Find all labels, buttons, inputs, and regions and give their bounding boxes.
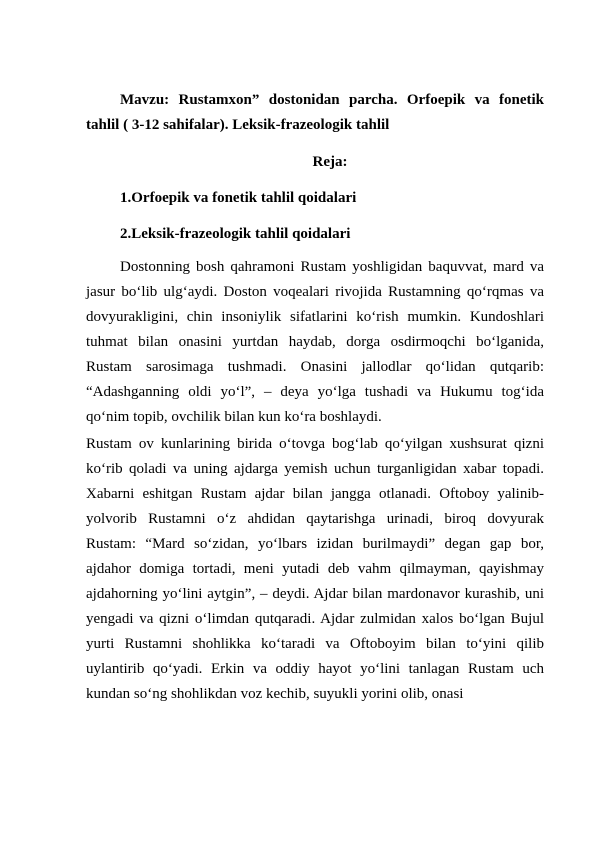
document-heading: Mavzu: Rustamxon” dostonidan parcha. Orfoepik va fonetik tahlil ( 3-12 sahifalar). Leksik-frazeologik tahlil (86, 92, 544, 133)
plan-item: 1.Orfoepik va fonetik tahlil qoidalari (120, 190, 357, 206)
plan-item: 2.Leksik-frazeologik tahlil qoidalari (120, 226, 351, 242)
document-page (86, 88, 544, 707)
plan-title: Reja: (312, 154, 348, 170)
body-paragraph: Rustam ov kunlarining birida o‘tovga bog‘lab qo‘yilgan xushsurat qizni ko‘rib qoladi va uning ajdarga yemish uchun turganligidan xabar topadi. Xabarni eshitgan Rustam ajdar bilan jangga otlanadi. Oftoboy yalinib-yolvorib Rustamni o‘z ahdidan qaytarishga urinadi, biroq dovyurak Rustam: “Mard so‘zidan, yo‘lbars izidan burilmaydi” degan gap bor, ajdahor domiga tortadi, meni yutadi deb vahm qilmayman, qayishmay ajdahorning yo‘lini aytgin”, – deydi. Ajdar bilan mardonavor kurashib, uni yengadi va qizni o‘limdan qutqaradi. Ajdar zulmidan xalos bo‘lgan Bujul yurti Rustamni shohlikka ko‘taradi va Oftoboyim bilan to‘yini qilib uylantirib qo‘yadi. Erkin va oddiy hayot yo‘lini tanlagan Rustam uch kundan so‘ng shohlikdan voz kechib, suyukli yorini olib, onasi (86, 436, 544, 702)
plan-list (86, 188, 544, 244)
body-paragraph: Dostonning bosh qahramoni Rustam yoshligidan baquvvat, mard va jasur bo‘lib ulg‘aydi. Doston voqealari rivojida Rustamning qo‘rqmas va dovyurakligini, chin insoniylik sifatlarini ko‘rish mumkin. Kundoshlari tuhmat bilan onasini yurtdan haydab, dorga osdirmoqchi bo‘lganida, Rustam sarosimaga tushmadi. Onasini jallodlar qo‘lidan qutqarib: “Adashganning oldi yo‘l”, – deya yo‘lga tushadi va Hukumu tog‘ida qo‘nim topib, ovchilik bilan kun ko‘ra boshlaydi. (86, 259, 544, 425)
